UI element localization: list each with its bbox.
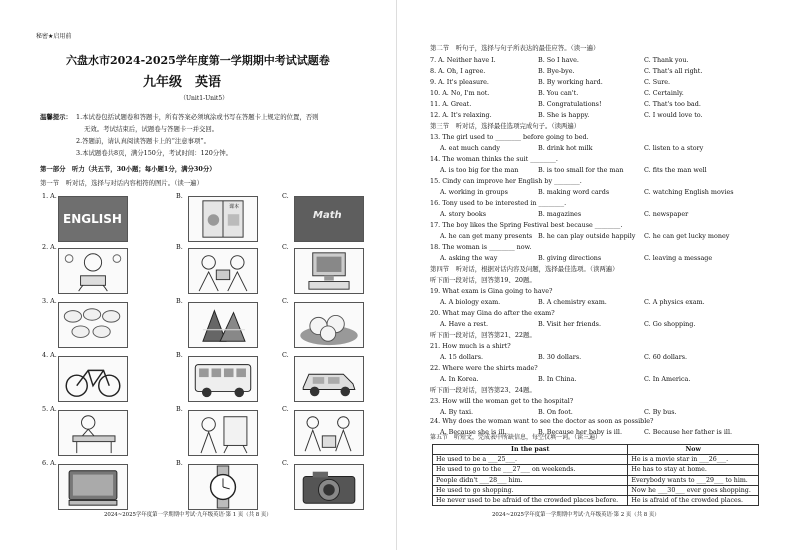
- section1-heading: 第一节 听对话，选择与对话内容相符的图片。（读一遍）: [40, 179, 203, 187]
- girl-drawing-picture: [188, 410, 258, 456]
- question-label: 6. A.: [42, 459, 57, 467]
- table-row: [433, 455, 759, 465]
- option-b-label: B.: [176, 459, 183, 467]
- table-header-row: [433, 445, 759, 455]
- textbook-picture: 课本: [188, 196, 258, 242]
- listen-instruction: 听下面一段对话，回答第21、22题。: [430, 331, 536, 339]
- section2-heading: 第二节 听句子，选择与句子所表达的最佳应答。（读一遍）: [430, 44, 600, 52]
- fill-in-table: [432, 444, 759, 506]
- secret-label: 秘密★启用前: [36, 33, 72, 40]
- table-cell: People didn't ___28___ him.: [433, 475, 628, 485]
- girl-reading-picture: [58, 248, 128, 294]
- question-label: 5. A.: [42, 405, 57, 413]
- table-row: [433, 485, 759, 495]
- tip-line: 1.本试卷包括试题卷和答题卡，所有答案必须填涂或书写在答题卡上规定的位置，否则: [76, 113, 319, 121]
- page-footer: 2024~2025学年度第一学期期中考试·九年级英语·第 1 页（共 8 页）: [104, 512, 272, 518]
- part1-heading: 第一部分 听力（共五节，30小题；每小题1分，满分30分）: [40, 165, 216, 173]
- option-c-label: C.: [282, 297, 289, 305]
- exam-title: 六盘水市2024-2025学年度第一学期期中考试试题卷: [66, 54, 330, 67]
- option-c-label: C.: [282, 192, 289, 200]
- computer-picture: [294, 248, 364, 294]
- section4-heading: 第四节 听对话，根据对话内容及问题，选择最佳选项。（读两遍）: [430, 265, 619, 273]
- rice-balls-picture: [294, 302, 364, 348]
- table-row: [433, 495, 759, 505]
- children-playing-picture: [294, 410, 364, 456]
- tablet-picture: [58, 464, 128, 510]
- question-label: 1. A.: [42, 192, 57, 200]
- table-cell: He is afraid of the crowded places.: [628, 495, 759, 505]
- camera-picture: [294, 464, 364, 510]
- table-cell: Now he ___30___ ever goes shopping.: [628, 485, 759, 495]
- table-header-cell: Now: [628, 445, 759, 455]
- english-board-picture: ENGLISH: [58, 196, 128, 242]
- option-b-label: B.: [176, 351, 183, 359]
- option-c-label: C.: [282, 405, 289, 413]
- listen-instruction: 听下面一段对话，回答第23、24题。: [430, 386, 536, 394]
- option-c-label: C.: [282, 459, 289, 467]
- tip-line: 无效。考试结束后，试题卷与答题卡一并交回。: [84, 125, 219, 133]
- table-cell: He used to go shopping.: [433, 485, 628, 495]
- units-label: （Unit1-Unit5）: [180, 95, 229, 102]
- table-cell: He used to be a ___25___.: [433, 455, 628, 465]
- bus-picture: [188, 356, 258, 402]
- exam-subtitle: 九年级 英语: [143, 75, 222, 90]
- students-talking-picture: [188, 248, 258, 294]
- option-c-label: C.: [282, 351, 289, 359]
- table-cell: He used to go to the ___27___ on weekends.: [433, 465, 628, 475]
- bicycle-picture: [58, 356, 128, 402]
- option-b-label: B.: [176, 243, 183, 251]
- boy-studying-picture: [58, 410, 128, 456]
- question-label: 2. A.: [42, 243, 57, 251]
- option-b-label: B.: [176, 297, 183, 305]
- tip-label: 温馨提示：: [40, 113, 72, 121]
- table-cell: Everybody wants to ___29___ to him.: [628, 475, 759, 485]
- table-cell: He never used to be afraid of the crowded places before.: [433, 495, 628, 505]
- table-row: [433, 475, 759, 485]
- table-cell: He is a movie star in ___26___.: [628, 455, 759, 465]
- option-b-label: B.: [176, 192, 183, 200]
- zongzi-picture: [188, 302, 258, 348]
- dumplings-picture: [58, 302, 128, 348]
- question-label: 3. A.: [42, 297, 57, 305]
- option-b-label: B.: [176, 405, 183, 413]
- question-label: 4. A.: [42, 351, 57, 359]
- tip-line: 2.答题前，请认真阅读答题卡上的“注意事项”。: [76, 137, 211, 145]
- watch-picture: [188, 464, 258, 510]
- option-c-label: C.: [282, 243, 289, 251]
- section5-heading: 第五节 听短文，完成表中所缺信息，每空仅填一词。（读三遍）: [430, 434, 602, 441]
- page-footer: 2024~2025学年度第一学期期中考试·九年级英语·第 2 页（共 8 页）: [492, 512, 660, 518]
- tip-line: 3.本试题卷共8页，满分150分，考试时间：120分钟。: [76, 149, 232, 157]
- table-header-cell: In the past: [433, 445, 628, 455]
- math-board-picture: Math: [294, 196, 364, 242]
- table-row: [433, 465, 759, 475]
- table-cell: He has to stay at home.: [628, 465, 759, 475]
- car-picture: [294, 356, 364, 402]
- section3-heading: 第三节 听对话，选择最佳选项完成句子。（读两遍）: [430, 122, 581, 130]
- listen-instruction: 听下面一段对话，回答第19、20题。: [430, 276, 536, 284]
